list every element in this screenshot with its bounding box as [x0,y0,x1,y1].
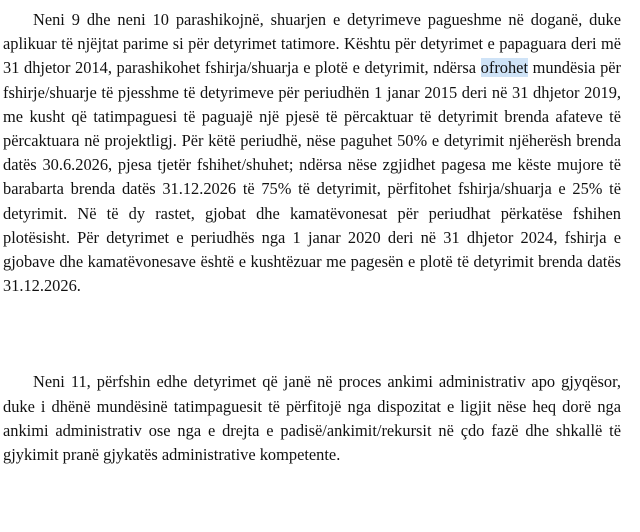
paragraph-articles-9-10 [3,8,621,298]
selected-text-highlight[interactable]: ofrohet [480,58,529,78]
paragraph-spacer [3,298,621,370]
document-body [3,8,621,467]
paragraph-text-start: Neni 9 dhe neni 10 parashikojnë, shuarjen e detyrimeve pagueshme në doganë, duke aplikuar të njëjtat parime si për detyrimet tatimore. Kështu për detyrimet e papaguara deri më 31 dhjetor 2014, parashikohet fshirja/shuarja e plotë e detyrimit, ndërsa [3,10,621,78]
paragraph-text-end: mundësia për fshirje/shuarje të pjesshme të detyrimeve për periudhën 1 janar 2015 deri në 31 dhjetor 2019, me kusht që tatimpaguesi të paguajë një pjesë të përcaktuar të detyrimit brenda afateve të përcaktuara në projektligj. Për këtë periudhë, nëse paguhet 50% e detyrimit njëherësh brenda datës 30.6.2026, pjesa tjetër fshihet/shuhet; ndërsa nëse zgjidhet pagesa me këste mujore të barabarta brenda datës 31.12.2026 të 75% të detyrimit, përfitohet fshirja/shuarja e 25% të detyrimit. Në të dy rastet, gjobat dhe kamatëvonesat për periudhat përkatëse fshihen plotësisht. Për detyrimet e periudhës nga 1 janar 2020 deri në 31 dhjetor 2024, fshirja e gjobave dhe kamatëvonesave është e kushtëzuar me pagesën e plotë të detyrimit brenda datës 31.12.2026. [3,58,621,296]
paragraph-article-11: Neni 11, përfshin edhe detyrimet që janë në proces ankimi administrativ apo gjyqësor, duke i dhënë mundësinë tatimpaguesit të përfitojë nga dispozitat e ligjit nëse heq dorë nga ankimi administrativ ose nga e drejta e padisë/ankimit/rekursit në çdo fazë dhe shkallë të gjykimit pranë gjykatës administrative kompetente. [3,372,621,465]
